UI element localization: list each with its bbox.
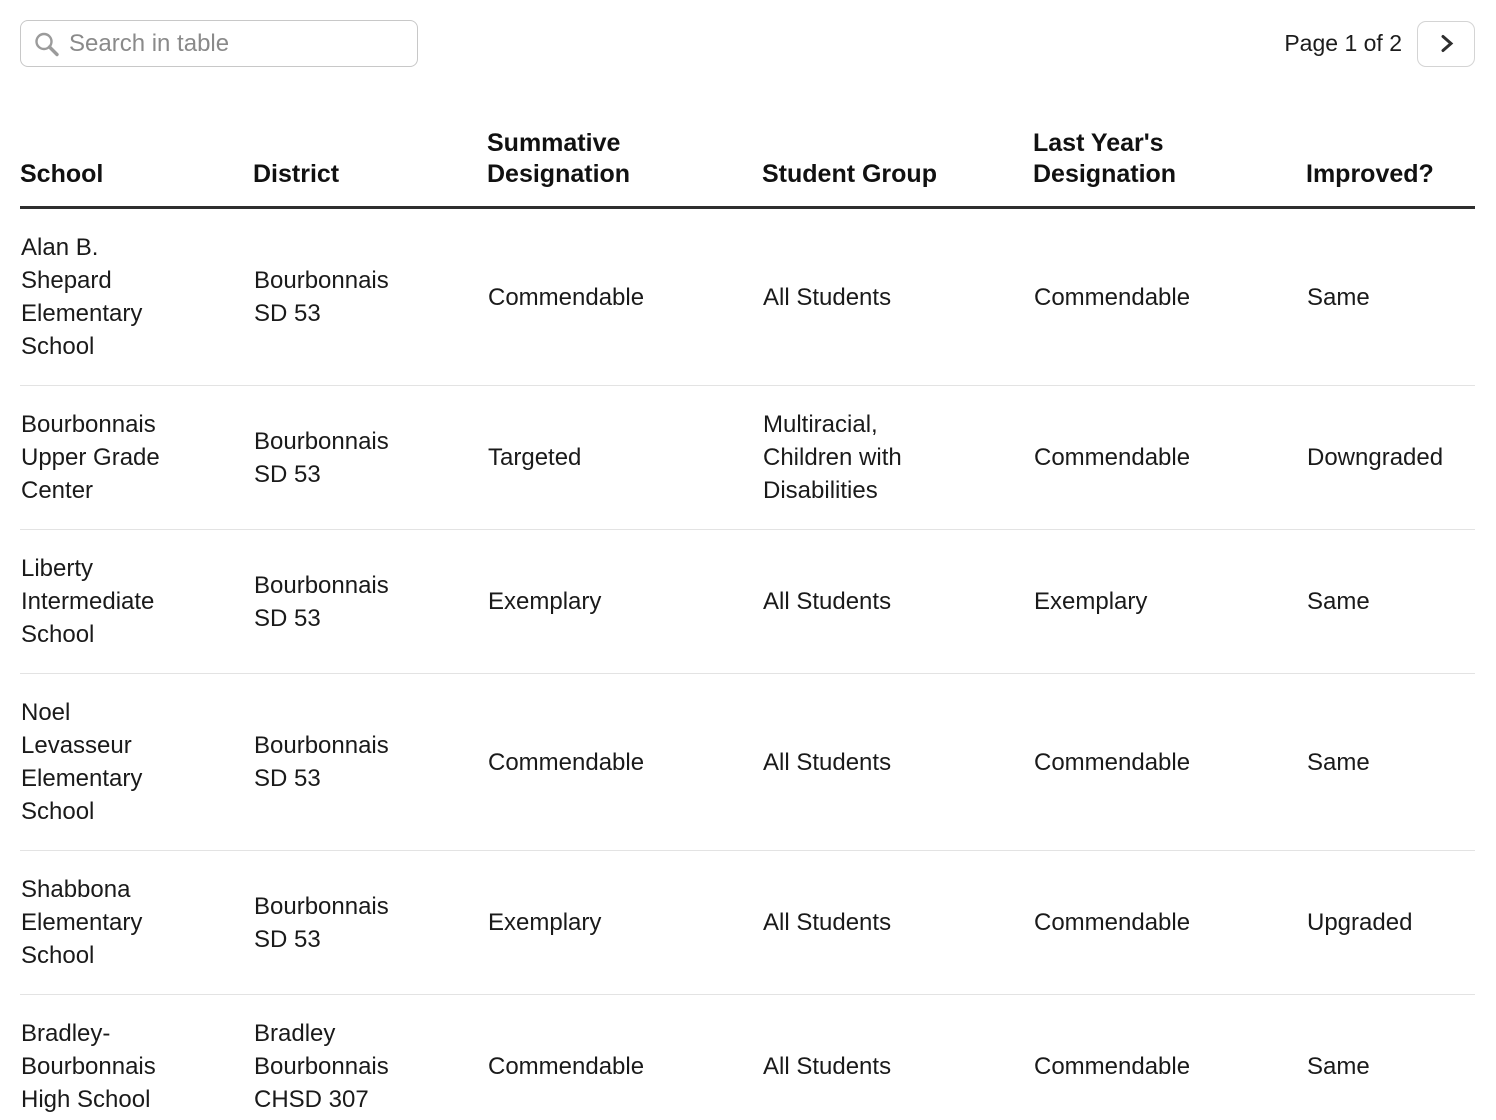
table-header-row — [20, 128, 1475, 208]
cell-improved: Downgraded — [1306, 386, 1475, 530]
cell-summative_designation: Commendable — [487, 208, 762, 386]
cell-district: Bourbonnais SD 53 — [253, 851, 487, 995]
cell-last_years_designation: Commendable — [1033, 386, 1306, 530]
table-row — [20, 995, 1475, 1120]
cell-student_group: Multiracial, Children with Disabilities — [762, 386, 1033, 530]
cell-student_group: All Students — [762, 851, 1033, 995]
chevron-right-icon — [1436, 33, 1457, 54]
cell-summative_designation: Exemplary — [487, 530, 762, 674]
table-row — [20, 530, 1475, 674]
table-body — [20, 208, 1475, 1120]
column-header-summative_designation: Summative Designation — [487, 128, 762, 208]
table-row — [20, 386, 1475, 530]
designations-table — [20, 128, 1475, 1120]
cell-last_years_designation: Commendable — [1033, 208, 1306, 386]
column-header-last_years_designation: Last Year's Designation — [1033, 128, 1306, 208]
cell-school: Liberty Intermediate School — [20, 530, 253, 674]
cell-improved: Same — [1306, 530, 1475, 674]
column-header-student_group: Student Group — [762, 128, 1033, 208]
cell-improved: Upgraded — [1306, 851, 1475, 995]
table-row — [20, 208, 1475, 386]
next-page-button[interactable] — [1417, 21, 1475, 67]
cell-district: Bourbonnais SD 53 — [253, 386, 487, 530]
cell-last_years_designation: Commendable — [1033, 674, 1306, 851]
cell-student_group: All Students — [763, 1053, 892, 1080]
table-header — [20, 128, 1475, 208]
column-header-district: District — [253, 128, 487, 208]
cell-summative_designation: Exemplary — [487, 851, 762, 995]
cell-summative_designation: Commendable — [487, 674, 762, 851]
page-indicator: Page 1 of 2 — [1284, 30, 1402, 56]
cell-improved: Same — [1306, 208, 1475, 386]
cell-student_group: All Students — [762, 674, 1033, 851]
topbar — [20, 20, 1475, 67]
table-row — [20, 851, 1475, 995]
column-header-improved: Improved? — [1306, 128, 1475, 208]
cell-school: Shabbona Elementary School — [20, 851, 253, 995]
cell-district: Bourbonnais SD 53 — [253, 208, 487, 386]
column-header-school: School — [20, 128, 253, 208]
cell-last_years_designation: Exemplary — [1033, 530, 1306, 674]
cell-school: Bradley-Bourbonnais High School — [21, 1020, 156, 1113]
cell-improved: Same — [1306, 674, 1475, 851]
cell-district: Bourbonnais SD 53 — [253, 674, 487, 851]
cell-summative_designation: Commendable — [488, 1053, 645, 1080]
cell-student_group: All Students — [762, 208, 1033, 386]
cell-last_years_designation: Commendable — [1034, 1053, 1191, 1080]
cell-summative_designation: Targeted — [487, 386, 762, 530]
search-box — [20, 20, 418, 67]
search-input[interactable] — [20, 20, 418, 67]
cell-district: Bourbonnais SD 53 — [253, 530, 487, 674]
cell-school: Noel Levasseur Elementary School — [20, 674, 253, 851]
cell-school: Bourbonnais Upper Grade Center — [20, 386, 253, 530]
pagination — [1284, 21, 1475, 67]
table-row — [20, 674, 1475, 851]
cell-district: Bradley Bourbonnais CHSD 307 — [254, 1020, 389, 1113]
cell-last_years_designation: Commendable — [1033, 851, 1306, 995]
cell-school: Alan B. Shepard Elementary School — [20, 208, 253, 386]
cell-student_group: All Students — [762, 530, 1033, 674]
cell-improved: Same — [1307, 1053, 1370, 1080]
